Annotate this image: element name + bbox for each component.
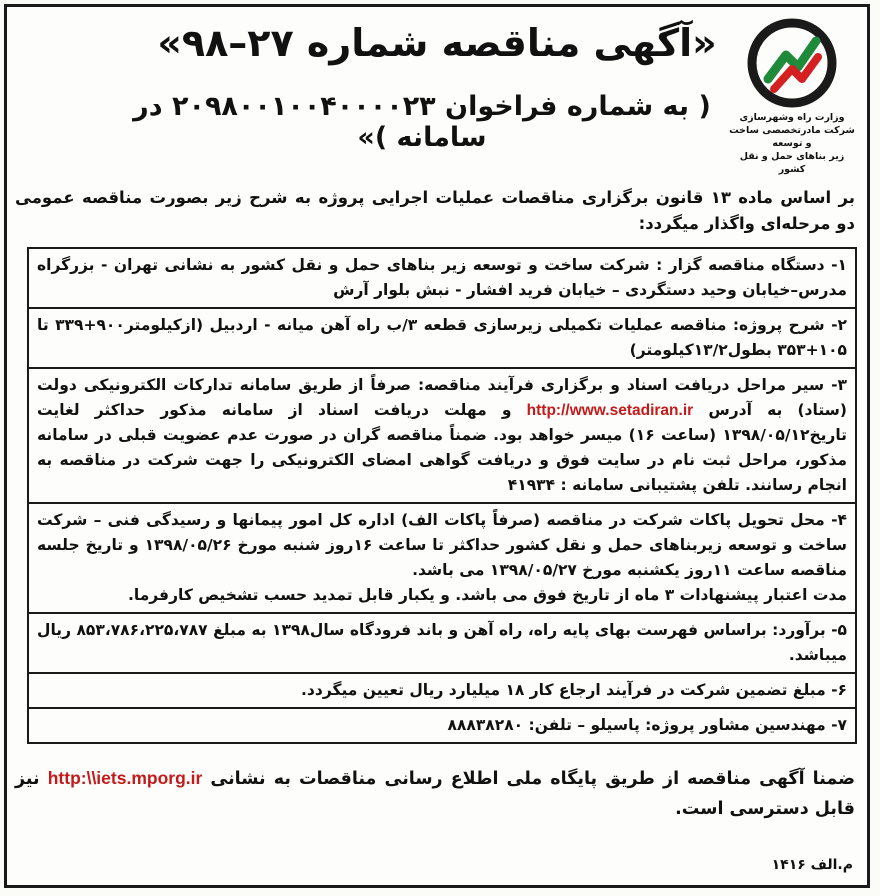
logo-line-3: زیر بناهای حمل و نقل کشور — [739, 151, 845, 175]
item-3-text-after: و مهلت دریافت اسناد از سامانه مذکور حداکثر لغایت تاریخ۱۳۹۸/۰۵/۱۲ (ساعت ۱۶) میسر خواهد بود. ضمناً مناقصه گران در صورت عدم عضویت قبلی در سامانه مذکور، مراحل ثبت نام در سایت فوق و دریافت گواهی امضای الکترونیکی را جهت شرکت در مناقصه به انجام رسانند. تلفن پشتیبانی سامانه : ۴۱۹۳۴ — [37, 401, 847, 494]
item-4-note: مدت اعتبار پیشنهادات ۳ ماه از تاریخ فوق می باشد. و یکبار قابل تمدید حسب تشخیص کارفرما. — [127, 586, 847, 604]
logo-line-1: وزارت راه وشهرسازی — [739, 112, 845, 123]
notice-subtitle: ( به شماره فراخوان ۲۰۹۸۰۰۱۰۰۴۰۰۰۰۲۳ در سامانه )» — [133, 91, 711, 153]
publication-code: م.الف ۱۴۱۶ — [771, 857, 853, 873]
item-4-text: ۴- محل تحویل پاکات شرکت در مناقصه (صرفاً پاکات الف) اداره کل امور پیمانها و رسیدگی فنی – شرکت ساخت و توسعه زیربناهای حمل و نقل کشور حداکثر تا ساعت ۱۶روز شنبه مورخ ۱۳۹۸/۰۵/۲۶ و تاریخ جلسه مناقصه ساعت ۱۱روز یکشنبه مورخ ۱۳۹۸/۰۵/۲۷ می باشد. — [37, 511, 847, 579]
logo-emblem-icon — [746, 17, 838, 109]
item-4 — [29, 504, 855, 614]
item-5: ۵- برآورد: براساس فهرست بهای پایه راه، راه آهن و باند فرودگاه سال۱۳۹۸ به مبلغ ۸۵۳،۷۸۶،۲۲۵،۷۸۷ ریال میباشد. — [29, 614, 855, 674]
item-7: ۷- مهندسین مشاور پروژه: پاسیلو – تلفن: ۸۸۸۳۸۲۸۰ — [447, 716, 847, 734]
footer-text-before: ضمنا آگهی مناقصه از طریق پایگاه ملی اطلاع رسانی مناقصات به نشانی — [210, 769, 856, 789]
setadiran-link[interactable]: http://www.setadiran.ir — [526, 402, 694, 419]
logo-line-2: شرکت مادرتخصصی ساخت و توسعه — [729, 125, 855, 149]
notice-title: «آگهی مناقصه شماره ۲۷–۹۸» — [157, 21, 717, 65]
header — [7, 7, 867, 179]
footer-text-after: نیز قابل دسترسی است. — [15, 769, 855, 819]
intro-paragraph: بر اساس ماده ۱۳ قانون برگزاری مناقصات عملیات اجرایی پروژه به شرح زیر بصورت مناقصه عمومی دو مرحله‌ای واگذار میگردد: — [15, 188, 855, 233]
items-table — [27, 247, 857, 744]
item-6: ۶- مبلغ تضمین شرکت در فرآیند ارجاع کار ۱۸ میلیارد ریال تعیین میگردد. — [29, 674, 855, 709]
ministry-logo — [727, 17, 857, 177]
footer-paragraph — [15, 763, 855, 824]
iets-link[interactable]: http:\\iets.mporg.ir — [47, 768, 203, 788]
item-3 — [29, 369, 855, 504]
notice-frame — [4, 4, 870, 888]
item-2: ۲- شرح پروژه: مناقصه عملیات تکمیلی زیرسازی قطعه ۳/ب راه آهن میانه - اردبیل (ازکیلومتر۹۰۰+۳۳۹ تا ۱۰۵+۳۵۳ بطول۱۳/۲کیلومتر) — [29, 309, 855, 369]
item-1: ۱- دستگاه مناقصه گزار : شرکت ساخت و توسعه زیر بناهای حمل و نقل کشور به نشانی تهران - بزرگراه مدرس–خیابان وحید دستگردی – خیابان فرید افشار - نبش بلوار آرش — [29, 249, 855, 309]
item-3-text-before: ۳- سیر مراحل دریافت اسناد و برگزاری فرآیند مناقصه: صرفاً از طریق سامانه تدارکات الکترونیکی دولت (ستاد) به آدرس — [37, 376, 847, 419]
